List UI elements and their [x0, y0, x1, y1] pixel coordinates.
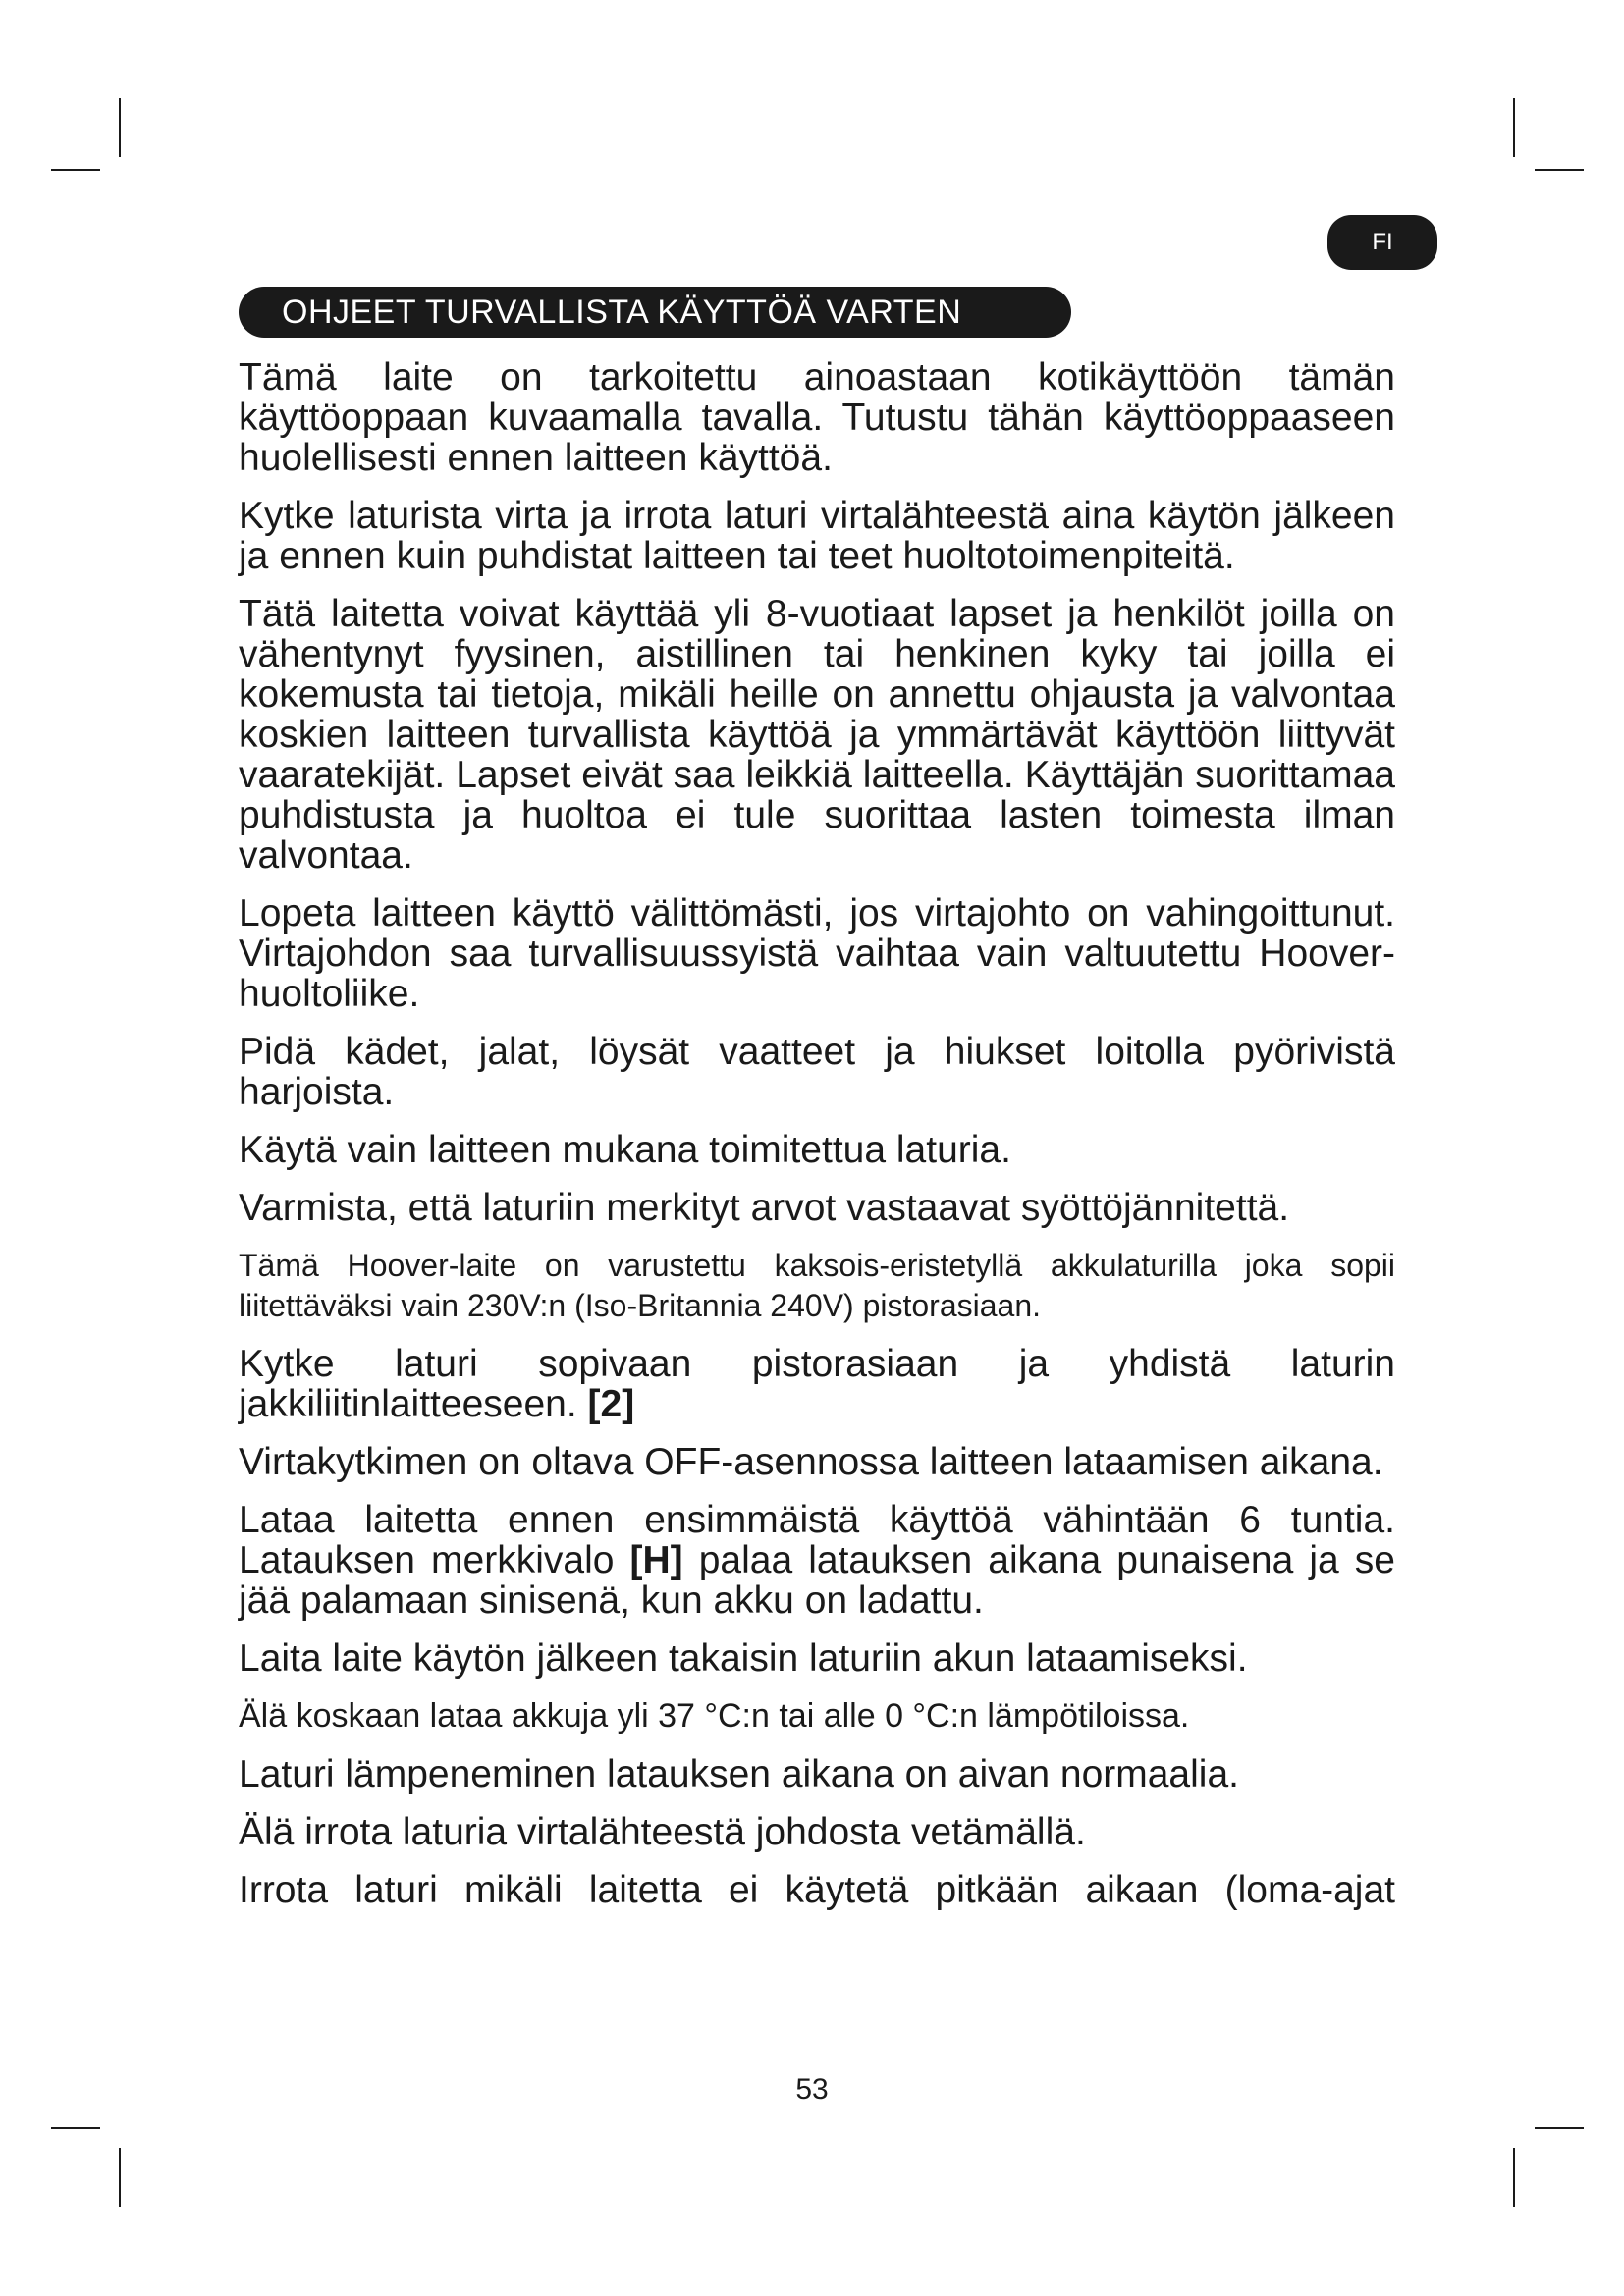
paragraph-do-not-pull-cord: Älä irrota laturia virtalähteestä johdosta vetämällä. — [239, 1811, 1086, 1853]
paragraph-voltage-check: Varmista, että laturiin merkityt arvot vastaavat syöttöjännitettä. — [239, 1187, 1290, 1229]
paragraph-children-safety: Tätä laitetta voivat käyttää yli 8-vuotiaat lapset ja henkilöt joilla on vähentynyt fyysinen, aistillinen tai henkinen kyky tai joilla ei kokemusta tai tietoja, mikäli heille on annettu ohjausta ja valvontaa koskien laitteen turvallista käyttöä ja ymmärtävät käyttöön liittyvät vaaratekijät. Lapset eivät saa leikkiä laitteella. Käyttäjän suorittamaa puhdistusta ja huoltoa ei tule suorittaa lasten toimesta ilman valvontaa. — [239, 593, 1395, 877]
initial-charge-text-after: palaa latauksen aikana punaisena ja se jää palamaan sinisenä, kun akku on ladattu. — [239, 1539, 1395, 1622]
paragraph-connect-charger — [239, 1344, 1395, 1424]
crop-mark-bottom-right-horizontal — [1535, 2127, 1584, 2129]
crop-mark-bottom-left-vertical — [119, 2148, 121, 2207]
crop-mark-top-right-horizontal — [1535, 169, 1584, 171]
page-number: 53 — [795, 2073, 829, 2106]
crop-mark-top-right-vertical — [1513, 98, 1515, 157]
crop-mark-bottom-right-vertical — [1513, 2148, 1515, 2207]
paragraph-double-insulated: Tämä Hoover-laite on varustettu kaksois-eristetyllä akkulaturilla joka sopii liitettäväksi vain 230V:n (Iso-Britannia 240V) pistorasiaan. — [239, 1248, 1395, 1323]
figure-reference-h: [H] — [629, 1539, 683, 1581]
document-body — [239, 357, 1395, 1928]
paragraph-initial-charge — [239, 1500, 1395, 1621]
crop-mark-bottom-left-horizontal — [51, 2127, 100, 2129]
initial-charge-text-before: Lataa laitetta ennen ensimmäistä käyttöä vähintään 6 tuntia. Latauksen merkkivalo — [239, 1499, 1395, 1581]
crop-mark-top-left-horizontal — [51, 169, 100, 171]
paragraph-supplied-charger: Käytä vain laitteen mukana toimitettua laturia. — [239, 1129, 1011, 1171]
paragraph-damaged-cord: Lopeta laitteen käyttö välittömästi, jos virtajohto on vahingoittunut. Virtajohdon saa turvallisuussyistä vaihtaa vain valtuutettu Hoover-huoltoliike. — [239, 892, 1395, 1015]
paragraph-charger-warming: Laturi lämpeneminen latauksen aikana on aivan normaalia. — [239, 1753, 1239, 1795]
paragraph-disconnect-charger: Kytke laturista virta ja irrota laturi virtalähteestä aina käytön jälkeen ja ennen kuin puhdistat laitteen tai teet huoltotoimenpiteitä. — [239, 495, 1395, 577]
paragraph-return-to-charger: Laita laite käytön jälkeen takaisin laturiin akun lataamiseksi. — [239, 1637, 1248, 1680]
language-badge: FI — [1327, 215, 1437, 270]
paragraph-temperature-limits: Älä koskaan lataa akkuja yli 37 °C:n tai alle 0 °C:n lämpötiloissa. — [239, 1697, 1190, 1735]
section-title: OHJEET TURVALLISTA KÄYTTÖÄ VARTEN — [239, 287, 1071, 338]
connect-charger-text: Kytke laturi sopivaan pistorasiaan ja yhdistä laturin jakkiliitinlaitteeseen. — [239, 1343, 1395, 1425]
figure-reference-2: [2] — [587, 1383, 635, 1425]
crop-mark-top-left-vertical — [119, 98, 121, 157]
paragraph-unplug-when-unused: Irrota laturi mikäli laitetta ei käytetä pitkään aikaan (loma-ajat — [239, 1869, 1395, 1911]
paragraph-rotating-brushes: Pidä kädet, jalat, löysät vaatteet ja hiukset loitolla pyörivistä harjoista. — [239, 1031, 1395, 1113]
paragraph-power-switch-off: Virtakytkimen on oltava OFF-asennossa laitteen lataamisen aikana. — [239, 1441, 1383, 1483]
paragraph-intended-use: Tämä laite on tarkoitettu ainoastaan kotikäyttöön tämän käyttöoppaan kuvaamalla tavalla. Tutustu tähän käyttöoppaaseen huolellisesti ennen laitteen käyttöä. — [239, 356, 1395, 479]
